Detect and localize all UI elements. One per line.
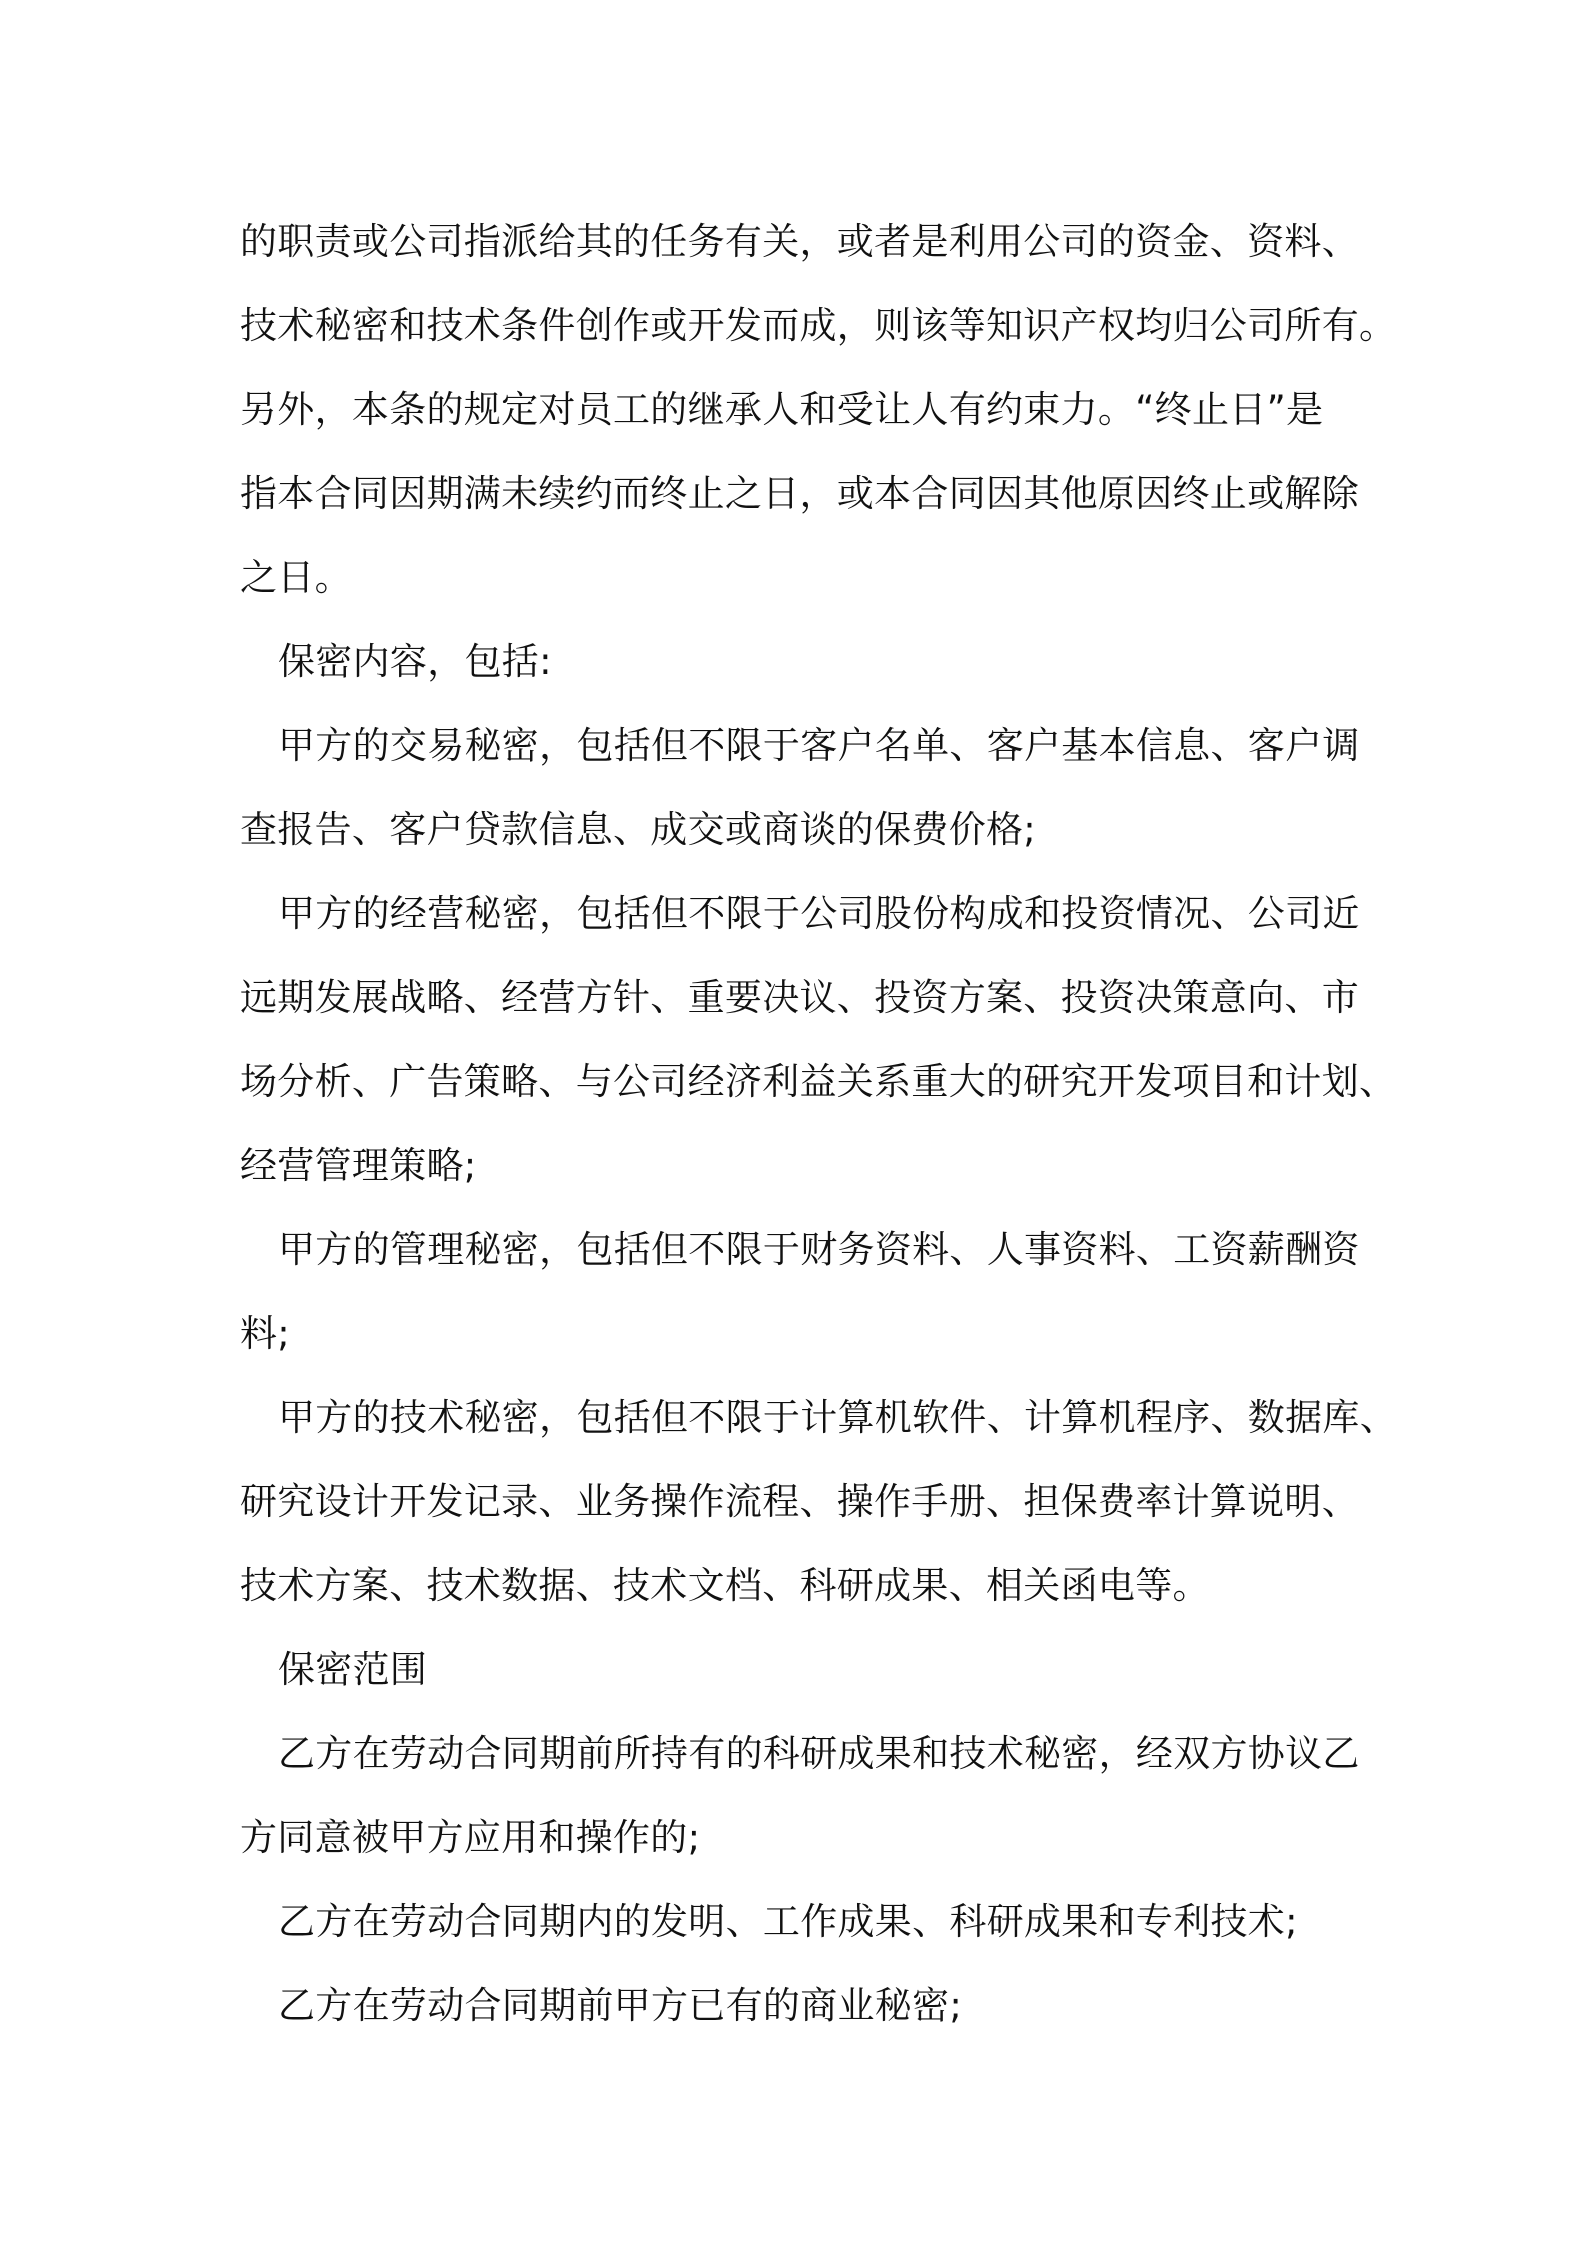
text-line: 经营管理策略; xyxy=(240,1144,477,1187)
text-line: 甲方的技术秘密，包括但不限于计算机软件、计算机程序、数据库、 xyxy=(278,1396,1397,1439)
text-line: 远期发展战略、经营方针、重要决议、投资方案、投资决策意向、市 xyxy=(240,976,1359,1019)
section-heading-confidential-scope: 保密范围 xyxy=(278,1648,428,1691)
text-line: 的职责或公司指派给其的任务有关，或者是利用公司的资金、资料、 xyxy=(240,220,1359,263)
text-line: 方同意被甲方应用和操作的; xyxy=(240,1816,701,1859)
text-line: 乙方在劳动合同期前甲方已有的商业秘密; xyxy=(278,1984,963,2027)
text-line: 研究设计开发记录、业务操作流程、操作手册、担保费率计算说明、 xyxy=(240,1480,1359,1523)
text-line: 料; xyxy=(240,1312,291,1355)
text-line: 另外，本条的规定对员工的继承人和受让人有约束力。“终止日”是 xyxy=(240,388,1324,431)
text-line: 指本合同因期满未续约而终止之日，或本合同因其他原因终止或解除 xyxy=(240,472,1359,515)
text-line: 甲方的管理秘密，包括但不限于财务资料、人事资料、工资薪酬资 xyxy=(278,1228,1360,1271)
document-body xyxy=(240,200,1397,2048)
text-line: 甲方的交易秘密，包括但不限于客户名单、客户基本信息、客户调 xyxy=(278,724,1360,767)
text-line: 技术方案、技术数据、技术文档、科研成果、相关函电等。 xyxy=(240,1564,1210,1607)
text-line: 甲方的经营秘密，包括但不限于公司股份构成和投资情况、公司近 xyxy=(278,892,1360,935)
section-heading-confidential-content: 保密内容，包括: xyxy=(278,640,552,683)
text-line: 之日。 xyxy=(240,556,352,599)
text-line: 技术秘密和技术条件创作或开发而成，则该等知识产权均归公司所有。 xyxy=(240,304,1397,347)
text-line: 乙方在劳动合同期前所持有的科研成果和技术秘密，经双方协议乙 xyxy=(278,1732,1360,1775)
text-line: 乙方在劳动合同期内的发明、工作成果、科研成果和专利技术; xyxy=(278,1900,1298,1943)
text-line: 查报告、客户贷款信息、成交或商谈的保费价格; xyxy=(240,808,1037,851)
text-line: 场分析、广告策略、与公司经济利益关系重大的研究开发项目和计划、 xyxy=(240,1060,1397,1103)
